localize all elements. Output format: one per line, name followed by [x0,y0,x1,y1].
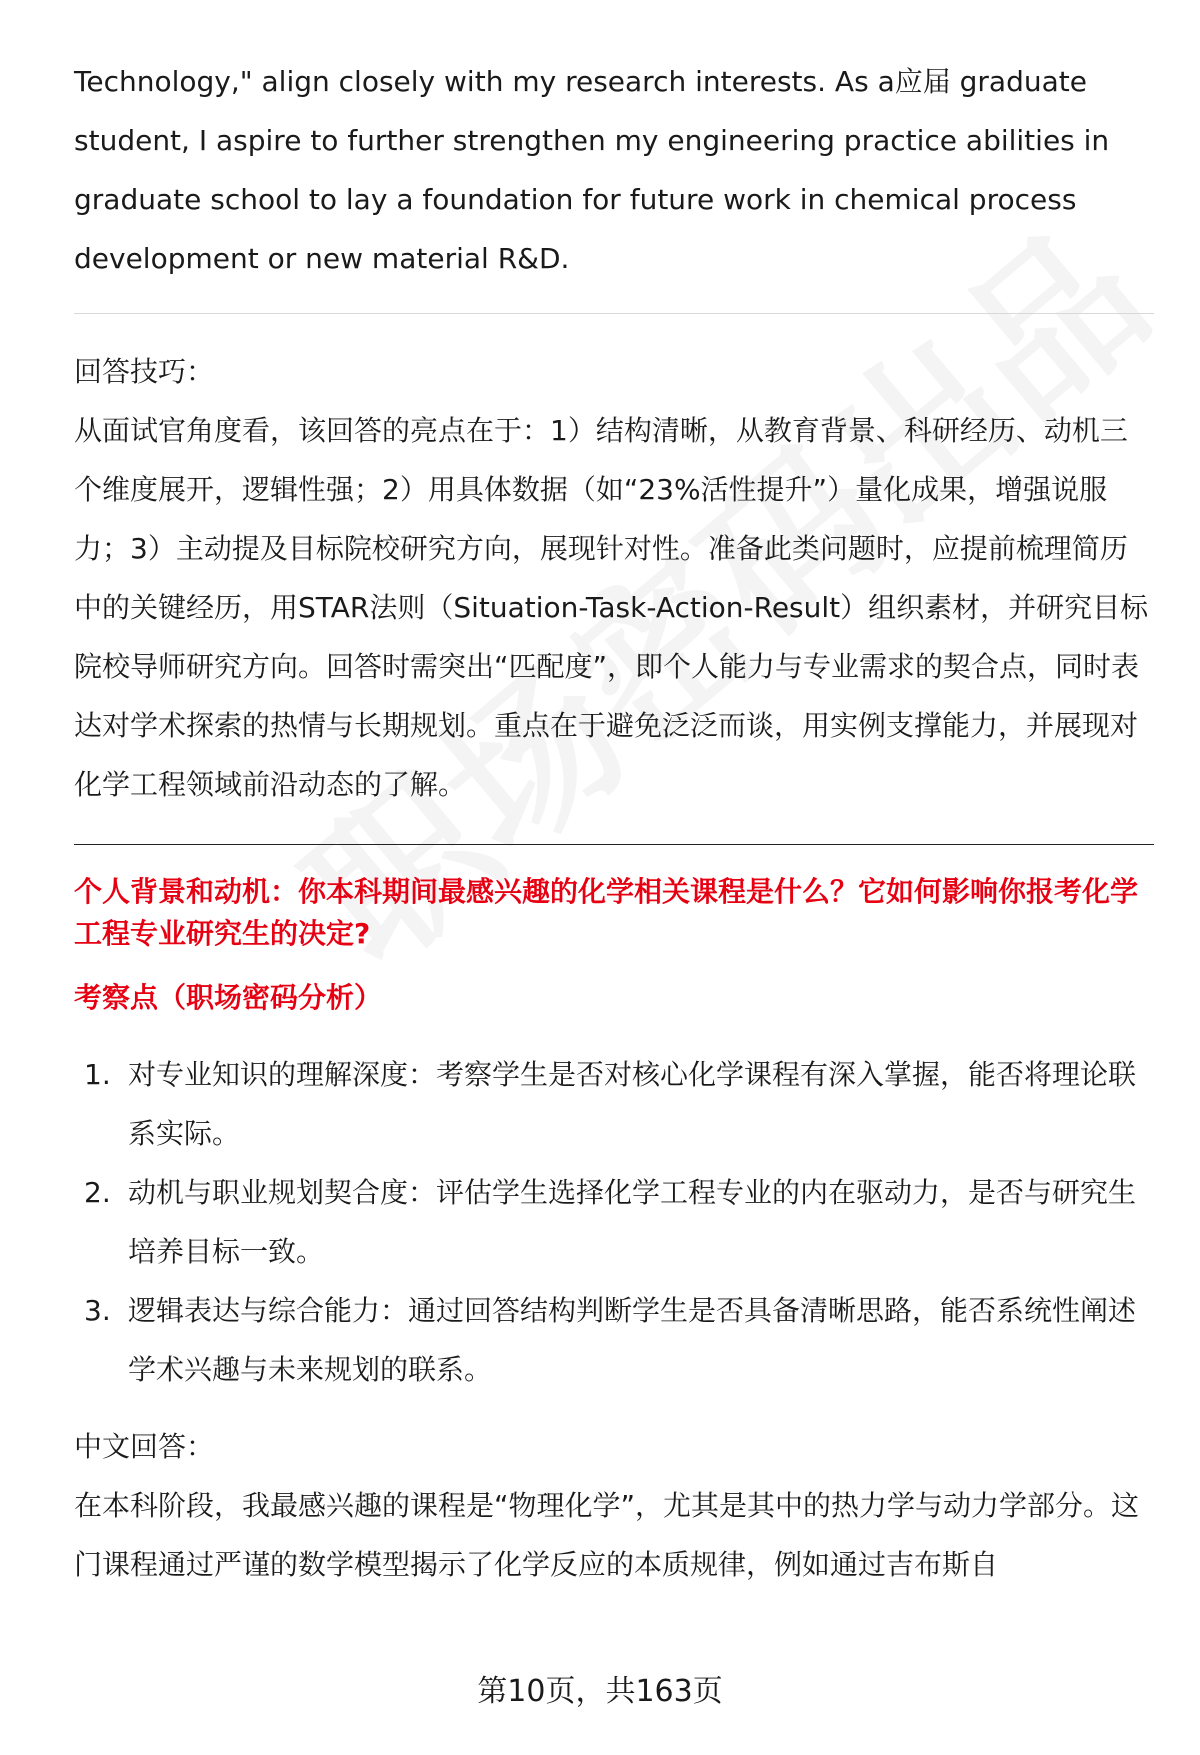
page-footer: 第10页，共163页 [477,1674,723,1709]
question-heading: 个人背景和动机：你本科期间最感兴趣的化学相关课程是什么？它如何影响你报考化学工程专业研究生的决定? [74,875,1139,950]
assessment-list [74,1045,1154,1399]
list-item [74,1163,1154,1281]
question-divider [74,844,1154,845]
list-item [74,1281,1154,1399]
tips-body: 从面试官角度看，该回答的亮点在于：1）结构清晰，从教育背景、科研经历、动机三个维度展开，逻辑性强；2）用具体数据（如“23%活性提升”）量化成果，增强说服力；3）主动提及目标院校研究方向，展现针对性。准备此类问题时，应提前梳理简历中的关键经历，用STAR法则（Situation-Task-Action-Result）组织素材，并研究目标院校导师研究方向。回答时需突出“匹配度”，即个人能力与专业需求的契合点，同时表达对学术探索的热情与长期规划。重点在于避免泛泛而谈，用实例支撑能力，并展现对化学工程领域前沿动态的了解。 [74,414,1149,801]
list-number: 3. [84,1294,111,1327]
list-item-text: 对专业知识的理解深度：考察学生是否对核心化学课程有深入掌握，能否将理论联系实际。 [128,1058,1137,1150]
tips-label: 回答技巧： [74,355,215,388]
list-number: 1. [84,1058,111,1091]
list-item-text: 逻辑表达与综合能力：通过回答结构判断学生是否具备清晰思路，能否系统性阐述学术兴趣与未来规划的联系。 [128,1294,1137,1386]
list-number: 2. [84,1176,111,1209]
list-item [74,1045,1154,1163]
assessment-heading: 考察点（职场密码分析） [74,981,383,1014]
page-content [74,52,1154,1594]
list-item-text: 动机与职业规划契合度：评估学生选择化学工程专业的内在驱动力，是否与研究生培养目标一致。 [128,1176,1137,1268]
section-divider [74,313,1154,314]
answer-label: 中文回答： [74,1430,215,1463]
answer-body: 在本科阶段，我最感兴趣的课程是“物理化学”，尤其是其中的热力学与动力学部分。这门课程通过严谨的数学模型揭示了化学反应的本质规律，例如通过吉布斯自 [74,1489,1140,1581]
intro-paragraph: Technology," align closely with my research interests. As a应届 graduate student, I aspire to further strengthen my engineering practice abilities in graduate school to lay a foundation for future work in chemical process development or new material R&D. [74,65,1110,275]
